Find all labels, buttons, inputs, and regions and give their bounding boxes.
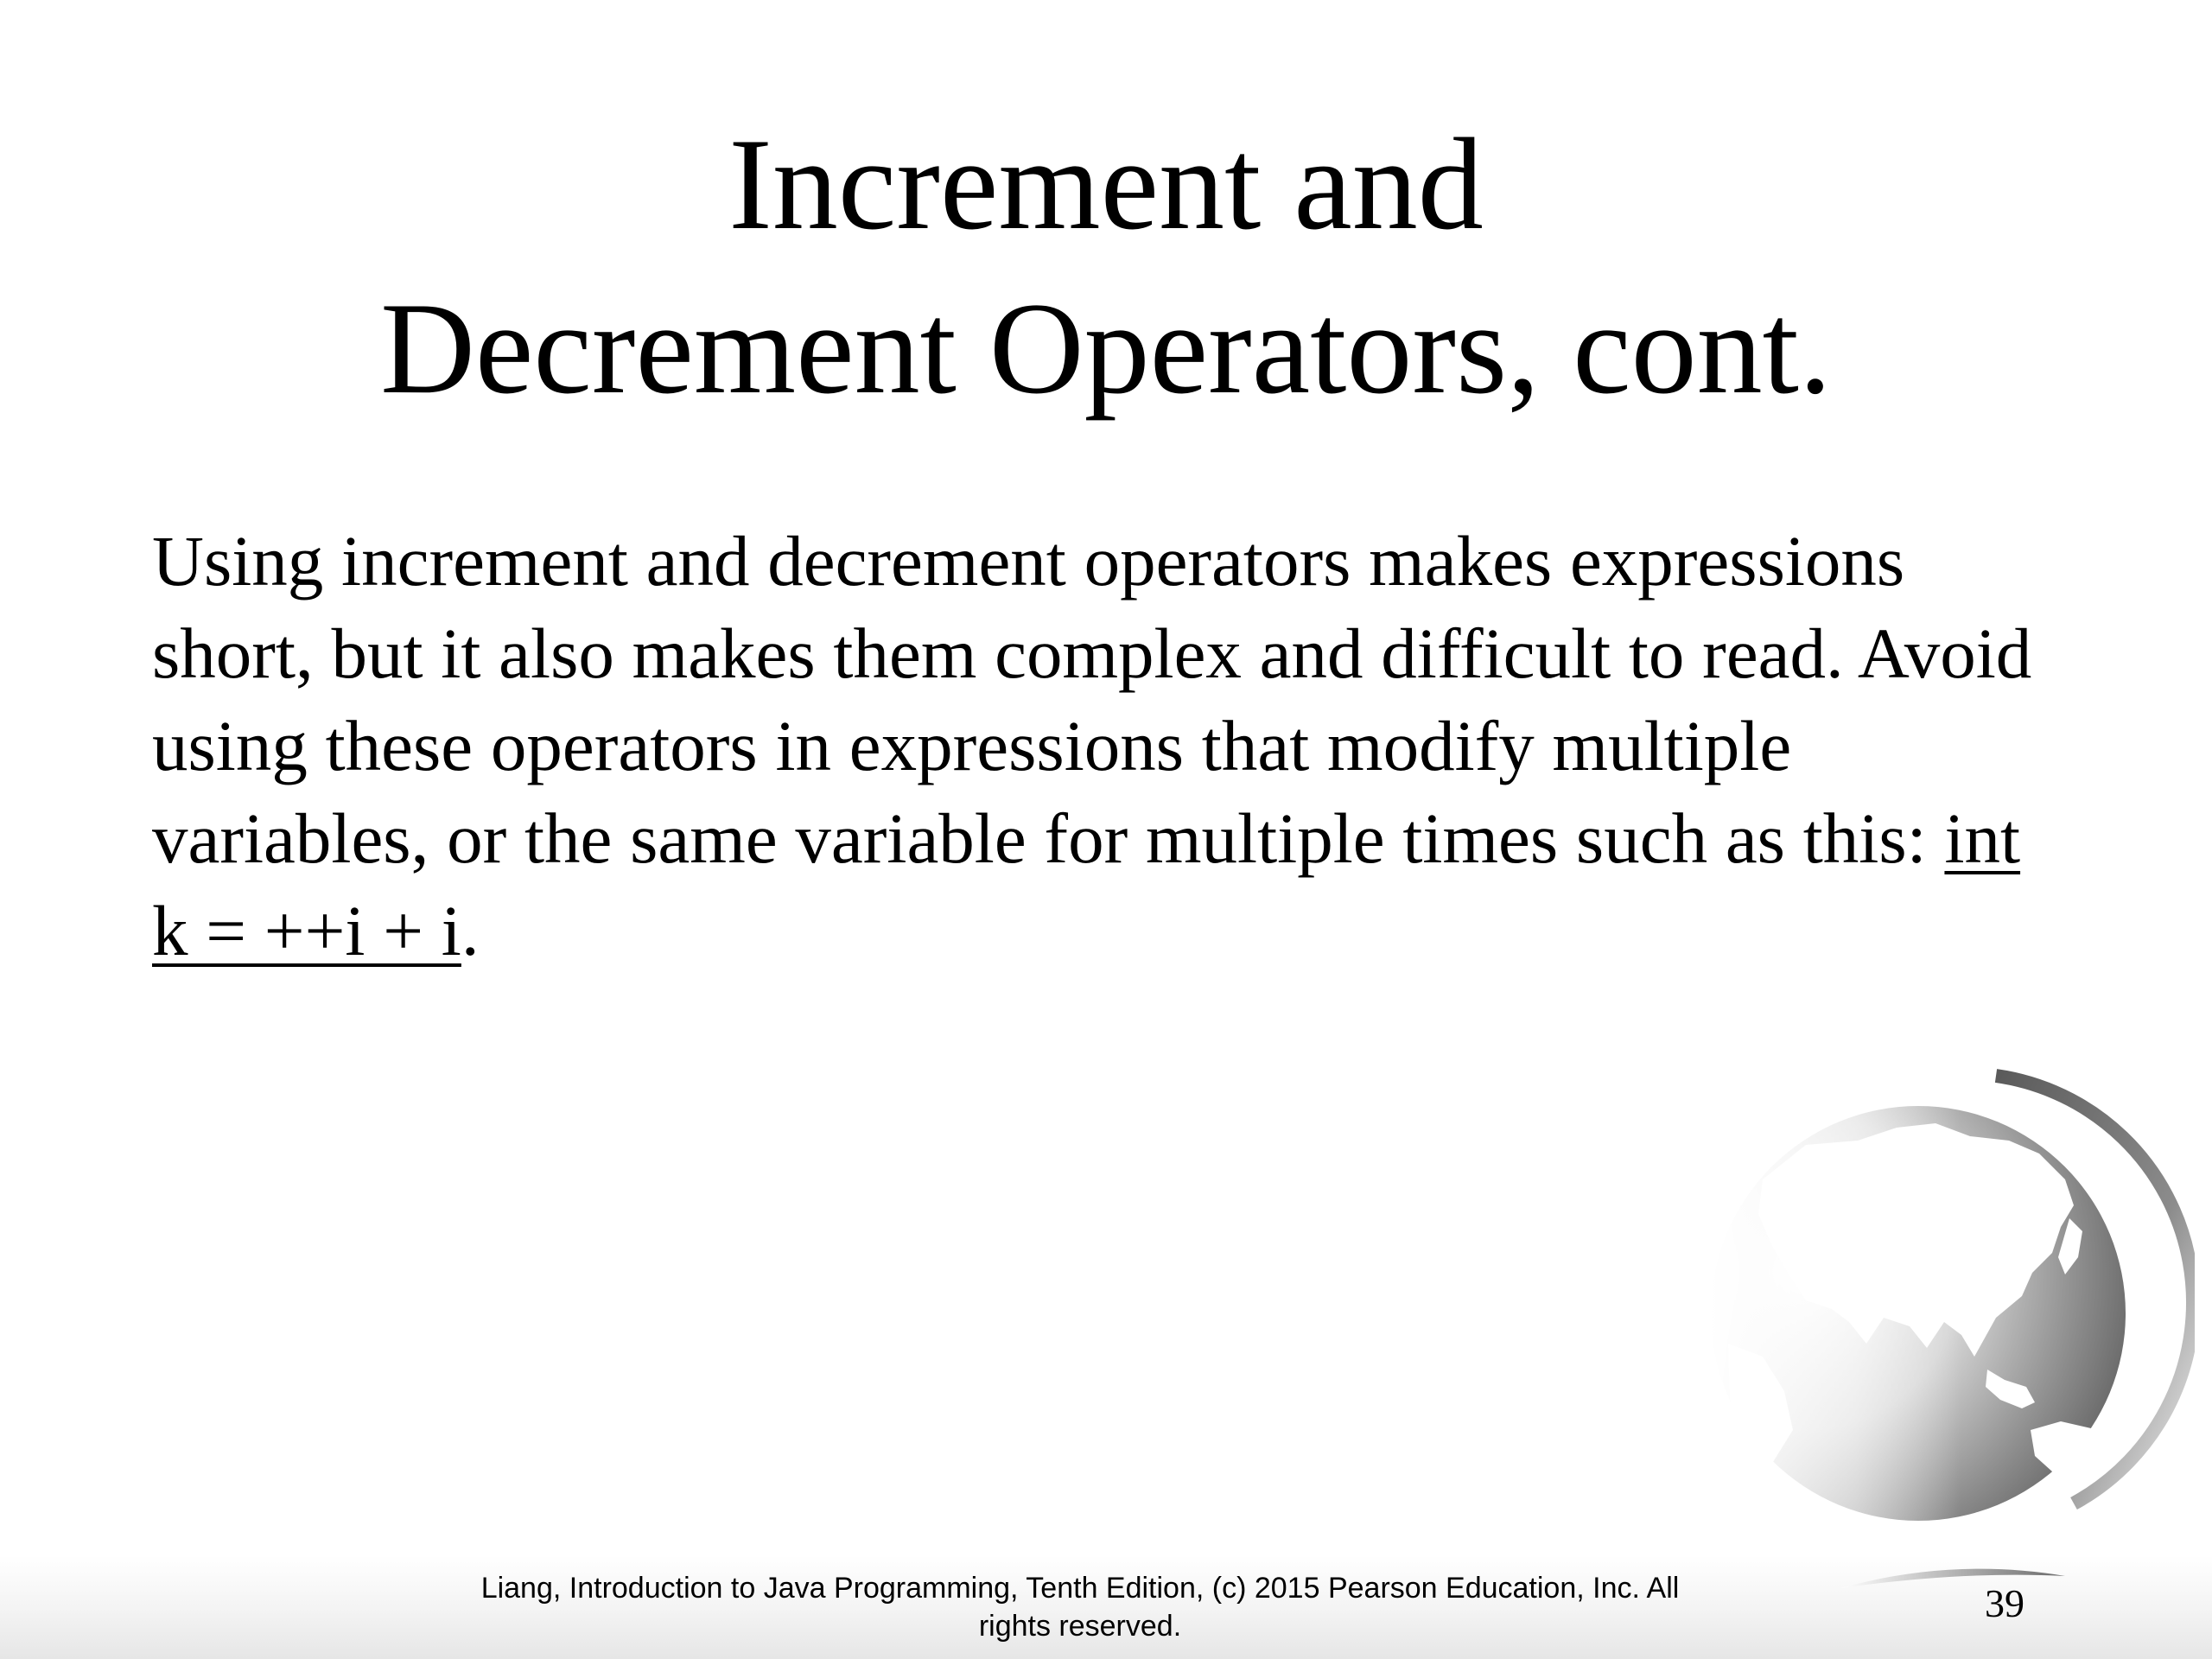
slide-body-paragraph [152,515,2036,977]
body-period: . [461,891,480,970]
slide-title-line-1: Increment and [728,111,1484,257]
body-text: Using increment and decrement operators makes expressions short, but it also makes them complex and difficult to read. Avoid using these operators in expressions that modify multiple variables, or the same variable for multiple times such as this: [152,521,2032,878]
code-example: int k = ++i + i [152,798,2021,970]
page-number: 39 [1985,1581,2024,1625]
slide-title [0,102,2212,430]
globe-icon [1711,1058,2195,1542]
footer-line-1: Liang, Introduction to Java Programming, Tenth Edition, (c) 2015 Pearson Education, Inc. All [480,1572,1680,1605]
footer-copyright [432,1569,1728,1645]
footer-line-2: rights reserved. [978,1610,1182,1643]
slide-title-line-2: Decrement Operators, cont. [380,276,1832,421]
